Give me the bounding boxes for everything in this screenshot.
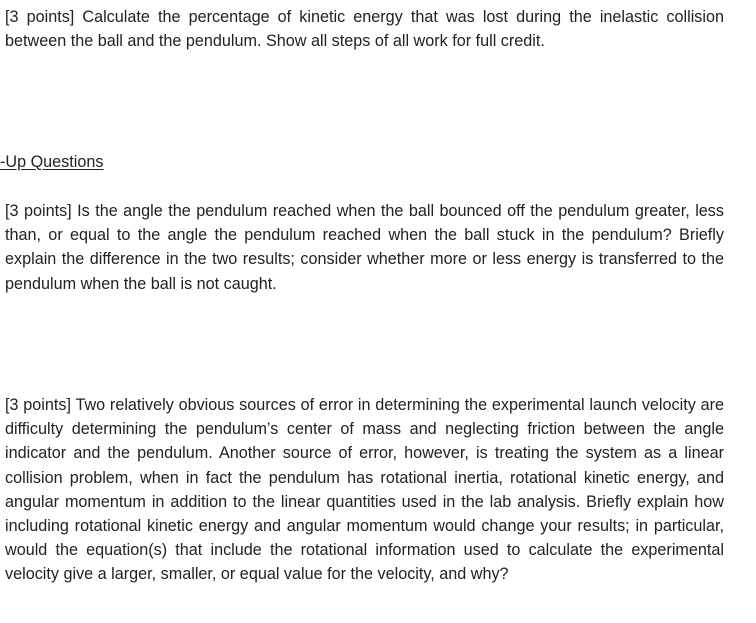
question-3-text: [3 points] Two relatively obvious sources of error in determining the experimental launch velocity are difficulty determining the pendulum’s center of mass and neglecting friction between the angle indicator and the pendulum. Another source of error, however, is treating the system as a linear collision problem, when in fact the pendulum has rotational inertia, rotational kinetic energy, and angular momentum in addition to the linear quantities used in the lab analysis. Briefly explain how including rotational kinetic energy and angular momentum would change your results; in particular, would the equation(s) that include the rotational information used to calculate the experimental velocity give a larger, smaller, or equal value for the velocity, and why?: [5, 396, 724, 584]
question-1-text: [3 points] Calculate the percentage of kinetic energy that was lost during the inelastic collision between the ball and the pendulum. Show all steps of all work for full credit.: [5, 8, 724, 51]
section-heading: -Up Questions: [0, 153, 104, 171]
question-2-text: [3 points] Is the angle the pendulum reached when the ball bounced off the pendulum greater, less than, or equal to the angle the pendulum reached when the ball stuck in the pendulum? Briefly explain the difference in the two results; consider whether more or less energy is transferred to the pendulum when the ball is not caught.: [5, 202, 724, 293]
